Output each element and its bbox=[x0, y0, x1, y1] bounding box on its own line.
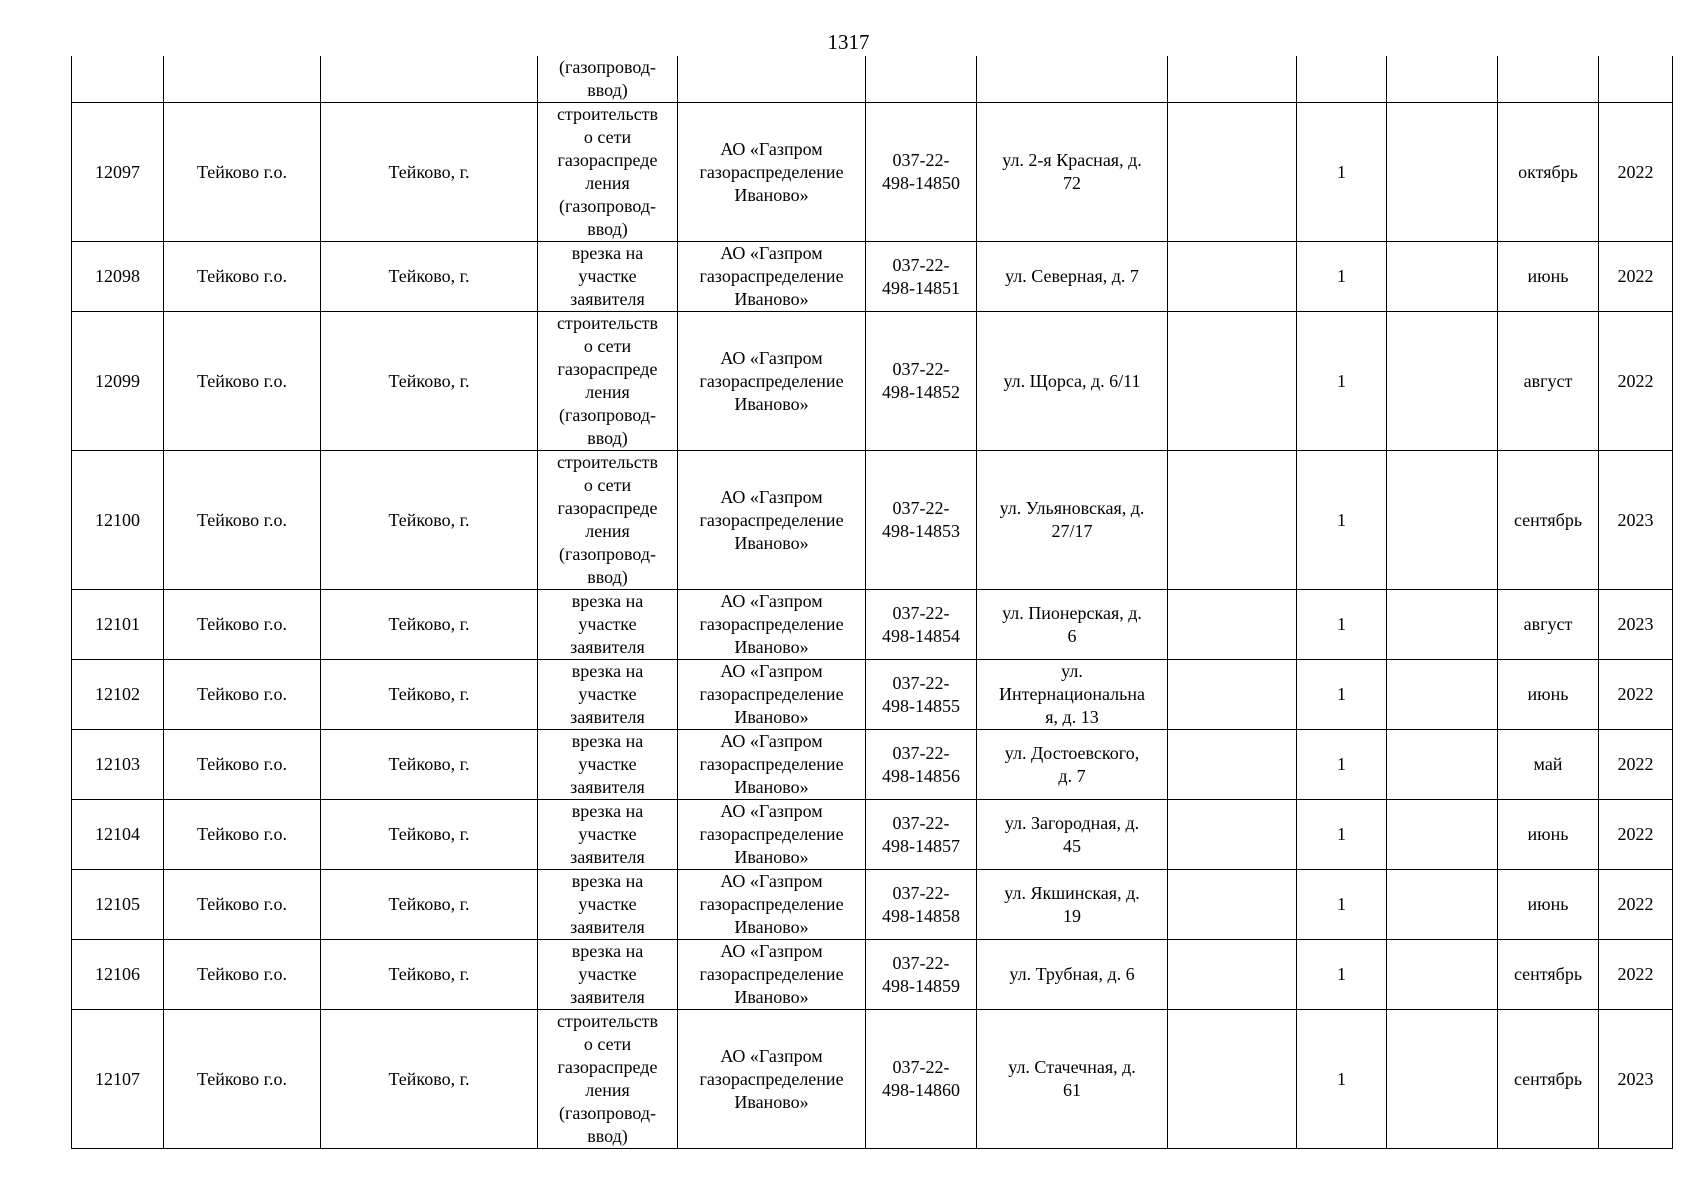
address-cell: ул. Достоевского, д. 7 bbox=[977, 730, 1168, 800]
empty-cell bbox=[1498, 56, 1599, 103]
table-row bbox=[72, 451, 1673, 590]
empty-cell bbox=[1387, 590, 1498, 660]
work-type-cell: врезка на участке заявителя bbox=[538, 730, 678, 800]
locality-cell: Тейково, г. bbox=[321, 590, 538, 660]
address-cell: ул. Якшинская, д. 19 bbox=[977, 870, 1168, 940]
quantity-cell: 1 bbox=[1297, 312, 1387, 451]
address-cell: ул. Интернациональна я, д. 13 bbox=[977, 660, 1168, 730]
empty-cell bbox=[1297, 56, 1387, 103]
work-type-cell: врезка на участке заявителя bbox=[538, 660, 678, 730]
organization-cell: АО «Газпром газораспределение Иваново» bbox=[678, 730, 866, 800]
organization-cell: АО «Газпром газораспределение Иваново» bbox=[678, 800, 866, 870]
application-code-cell: 037-22- 498-14851 bbox=[866, 242, 977, 312]
empty-cell bbox=[164, 56, 321, 103]
district-cell: Тейково г.о. bbox=[164, 1010, 321, 1149]
table-row bbox=[72, 242, 1673, 312]
quantity-cell: 1 bbox=[1297, 870, 1387, 940]
table-row bbox=[72, 800, 1673, 870]
empty-cell bbox=[1387, 1010, 1498, 1149]
row-number-cell: 12103 bbox=[72, 730, 164, 800]
empty-cell bbox=[1168, 103, 1297, 242]
year-cell: 2022 bbox=[1599, 312, 1673, 451]
work-type-cell: строительств о сети газораспреде ления (газопровод- ввод) bbox=[538, 312, 678, 451]
district-cell: Тейково г.о. bbox=[164, 940, 321, 1010]
month-cell: июнь bbox=[1498, 870, 1599, 940]
district-cell: Тейково г.о. bbox=[164, 730, 321, 800]
quantity-cell: 1 bbox=[1297, 590, 1387, 660]
year-cell: 2022 bbox=[1599, 730, 1673, 800]
table-row bbox=[72, 660, 1673, 730]
empty-cell bbox=[678, 56, 866, 103]
year-cell: 2022 bbox=[1599, 242, 1673, 312]
page-number: 1317 bbox=[827, 30, 870, 54]
organization-cell: АО «Газпром газораспределение Иваново» bbox=[678, 451, 866, 590]
organization-cell: АО «Газпром газораспределение Иваново» bbox=[678, 242, 866, 312]
month-cell: сентябрь bbox=[1498, 451, 1599, 590]
district-cell: Тейково г.о. bbox=[164, 590, 321, 660]
empty-cell bbox=[1387, 312, 1498, 451]
address-cell: ул. Щорса, д. 6/11 bbox=[977, 312, 1168, 451]
year-cell: 2023 bbox=[1599, 1010, 1673, 1149]
empty-cell bbox=[1387, 56, 1498, 103]
row-number-cell: 12101 bbox=[72, 590, 164, 660]
empty-cell bbox=[1168, 312, 1297, 451]
application-code-cell: 037-22- 498-14855 bbox=[866, 660, 977, 730]
empty-cell bbox=[866, 56, 977, 103]
empty-cell bbox=[1387, 103, 1498, 242]
application-code-cell: 037-22- 498-14858 bbox=[866, 870, 977, 940]
table-row bbox=[72, 103, 1673, 242]
empty-cell bbox=[72, 56, 164, 103]
month-cell: август bbox=[1498, 312, 1599, 451]
quantity-cell: 1 bbox=[1297, 103, 1387, 242]
work-type-cell: строительств о сети газораспреде ления (газопровод- ввод) bbox=[538, 103, 678, 242]
quantity-cell: 1 bbox=[1297, 800, 1387, 870]
locality-cell: Тейково, г. bbox=[321, 312, 538, 451]
district-cell: Тейково г.о. bbox=[164, 451, 321, 590]
district-cell: Тейково г.о. bbox=[164, 800, 321, 870]
locality-cell: Тейково, г. bbox=[321, 940, 538, 1010]
application-code-cell: 037-22- 498-14853 bbox=[866, 451, 977, 590]
empty-cell bbox=[1387, 660, 1498, 730]
organization-cell: АО «Газпром газораспределение Иваново» bbox=[678, 660, 866, 730]
row-number-cell: 12106 bbox=[72, 940, 164, 1010]
address-cell: ул. Северная, д. 7 bbox=[977, 242, 1168, 312]
empty-cell bbox=[977, 56, 1168, 103]
locality-cell: Тейково, г. bbox=[321, 870, 538, 940]
table-row bbox=[72, 312, 1673, 451]
month-cell: май bbox=[1498, 730, 1599, 800]
table-row-continuation bbox=[72, 56, 1673, 103]
empty-cell bbox=[1599, 56, 1673, 103]
row-number-cell: 12102 bbox=[72, 660, 164, 730]
quantity-cell: 1 bbox=[1297, 940, 1387, 1010]
work-type-cell: строительств о сети газораспреде ления (газопровод- ввод) bbox=[538, 1010, 678, 1149]
empty-cell bbox=[1168, 451, 1297, 590]
gas-connection-table bbox=[71, 56, 1673, 1149]
empty-cell bbox=[1387, 800, 1498, 870]
locality-cell: Тейково, г. bbox=[321, 103, 538, 242]
empty-cell bbox=[1168, 730, 1297, 800]
year-cell: 2022 bbox=[1599, 800, 1673, 870]
table-row bbox=[72, 730, 1673, 800]
empty-cell bbox=[1168, 940, 1297, 1010]
district-cell: Тейково г.о. bbox=[164, 103, 321, 242]
empty-cell bbox=[1387, 730, 1498, 800]
table-row bbox=[72, 1010, 1673, 1149]
address-cell: ул. Загородная, д. 45 bbox=[977, 800, 1168, 870]
district-cell: Тейково г.о. bbox=[164, 660, 321, 730]
locality-cell: Тейково, г. bbox=[321, 800, 538, 870]
quantity-cell: 1 bbox=[1297, 660, 1387, 730]
year-cell: 2022 bbox=[1599, 103, 1673, 242]
organization-cell: АО «Газпром газораспределение Иваново» bbox=[678, 940, 866, 1010]
empty-cell bbox=[1168, 56, 1297, 103]
empty-cell bbox=[1168, 800, 1297, 870]
row-number-cell: 12105 bbox=[72, 870, 164, 940]
year-cell: 2022 bbox=[1599, 870, 1673, 940]
locality-cell: Тейково, г. bbox=[321, 451, 538, 590]
empty-cell bbox=[1387, 451, 1498, 590]
month-cell: сентябрь bbox=[1498, 1010, 1599, 1149]
year-cell: 2023 bbox=[1599, 590, 1673, 660]
year-cell: 2022 bbox=[1599, 660, 1673, 730]
row-number-cell: 12107 bbox=[72, 1010, 164, 1149]
district-cell: Тейково г.о. bbox=[164, 870, 321, 940]
month-cell: июнь bbox=[1498, 660, 1599, 730]
locality-cell: Тейково, г. bbox=[321, 660, 538, 730]
year-cell: 2022 bbox=[1599, 940, 1673, 1010]
row-number-cell: 12098 bbox=[72, 242, 164, 312]
address-cell: ул. Ульяновская, д. 27/17 bbox=[977, 451, 1168, 590]
empty-cell bbox=[1387, 940, 1498, 1010]
application-code-cell: 037-22- 498-14854 bbox=[866, 590, 977, 660]
quantity-cell: 1 bbox=[1297, 730, 1387, 800]
row-number-cell: 12099 bbox=[72, 312, 164, 451]
year-cell: 2023 bbox=[1599, 451, 1673, 590]
application-code-cell: 037-22- 498-14850 bbox=[866, 103, 977, 242]
work-type-cell: врезка на участке заявителя bbox=[538, 242, 678, 312]
table-row bbox=[72, 590, 1673, 660]
row-number-cell: 12100 bbox=[72, 451, 164, 590]
row-number-cell: 12097 bbox=[72, 103, 164, 242]
organization-cell: АО «Газпром газораспределение Иваново» bbox=[678, 103, 866, 242]
month-cell: октябрь bbox=[1498, 103, 1599, 242]
application-code-cell: 037-22- 498-14860 bbox=[866, 1010, 977, 1149]
application-code-cell: 037-22- 498-14852 bbox=[866, 312, 977, 451]
district-cell: Тейково г.о. bbox=[164, 312, 321, 451]
application-code-cell: 037-22- 498-14856 bbox=[866, 730, 977, 800]
empty-cell bbox=[1168, 1010, 1297, 1149]
address-cell: ул. 2-я Красная, д. 72 bbox=[977, 103, 1168, 242]
work-type-cell: врезка на участке заявителя bbox=[538, 800, 678, 870]
organization-cell: АО «Газпром газораспределение Иваново» bbox=[678, 1010, 866, 1149]
locality-cell: Тейково, г. bbox=[321, 242, 538, 312]
work-type-cell: врезка на участке заявителя bbox=[538, 870, 678, 940]
work-type-cell: врезка на участке заявителя bbox=[538, 940, 678, 1010]
district-cell: Тейково г.о. bbox=[164, 242, 321, 312]
address-cell: ул. Трубная, д. 6 bbox=[977, 940, 1168, 1010]
address-cell: ул. Стачечная, д. 61 bbox=[977, 1010, 1168, 1149]
locality-cell: Тейково, г. bbox=[321, 730, 538, 800]
organization-cell: АО «Газпром газораспределение Иваново» bbox=[678, 870, 866, 940]
table-row bbox=[72, 870, 1673, 940]
table-row bbox=[72, 940, 1673, 1010]
month-cell: июнь bbox=[1498, 242, 1599, 312]
organization-cell: АО «Газпром газораспределение Иваново» bbox=[678, 312, 866, 451]
application-code-cell: 037-22- 498-14859 bbox=[866, 940, 977, 1010]
organization-cell: АО «Газпром газораспределение Иваново» bbox=[678, 590, 866, 660]
empty-cell bbox=[1168, 870, 1297, 940]
work-type-cell: (газопровод- ввод) bbox=[538, 56, 678, 103]
empty-cell bbox=[1168, 590, 1297, 660]
empty-cell bbox=[1168, 242, 1297, 312]
address-cell: ул. Пионерская, д. 6 bbox=[977, 590, 1168, 660]
quantity-cell: 1 bbox=[1297, 242, 1387, 312]
row-number-cell: 12104 bbox=[72, 800, 164, 870]
empty-cell bbox=[1387, 242, 1498, 312]
work-type-cell: врезка на участке заявителя bbox=[538, 590, 678, 660]
empty-cell bbox=[1387, 870, 1498, 940]
locality-cell: Тейково, г. bbox=[321, 1010, 538, 1149]
month-cell: июнь bbox=[1498, 800, 1599, 870]
quantity-cell: 1 bbox=[1297, 451, 1387, 590]
empty-cell bbox=[1168, 660, 1297, 730]
work-type-cell: строительств о сети газораспреде ления (газопровод- ввод) bbox=[538, 451, 678, 590]
month-cell: сентябрь bbox=[1498, 940, 1599, 1010]
month-cell: август bbox=[1498, 590, 1599, 660]
application-code-cell: 037-22- 498-14857 bbox=[866, 800, 977, 870]
empty-cell bbox=[321, 56, 538, 103]
quantity-cell: 1 bbox=[1297, 1010, 1387, 1149]
